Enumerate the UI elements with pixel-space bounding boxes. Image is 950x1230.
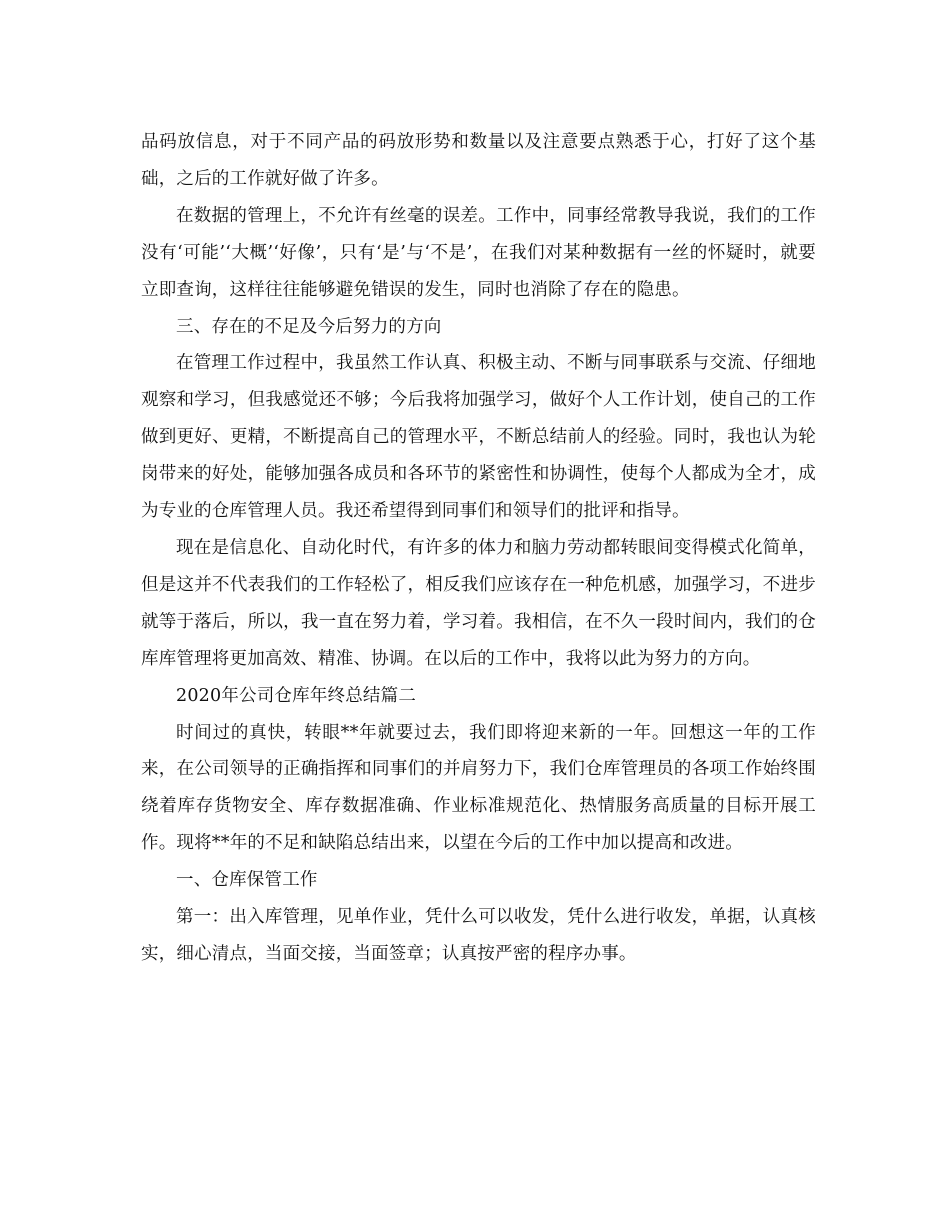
section-heading-3: 三、存在的不足及今后努力的方向 (176, 316, 442, 337)
article-title-2: 2020年公司仓库年终总结篇二 (176, 685, 417, 706)
paragraph-4: 在管理工作过程中，我虽然工作认真、积极主动、不断与同事联系与交流、仔细地观察和学习，但我感觉还不够；今后我将加强学习，做好个人工作计划，使自己的工作做到更好、更精，不断提高自己的管理水平，不断总结前人的经验。同时，我也认为轮岗带来的好处，能够加强各成员和各环节的紧密性和协调性，使每个人都成为全才，成为专业的仓库管理人员。我还希望得到同事们和领导们的批评和指导。 (141, 353, 816, 522)
paragraph-1: 品码放信息，对于不同产品的码放形势和数量以及注意要点熟悉于心，打好了这个基础，之后的工作就好做了许多。 (141, 132, 816, 189)
paragraph-5: 现在是信息化、自动化时代，有许多的体力和脑力劳动都转眼间变得模式化简单，但是这并不代表我们的工作轻松了，相反我们应该存在一种危机感，加强学习，不进步就等于落后，所以，我一直在努力着，学习着。我相信，在不久一段时间内，我们的仓库库管理将更加高效、精准、协调。在以后的工作中，我将以此为努力的方向。 (141, 537, 816, 669)
document-body (141, 124, 816, 973)
paragraph-9: 第一：出入库管理，见单作业，凭什么可以收发，凭什么进行收发，单据，认真核实，细心清点，当面交接，当面签章；认真按严密的程序办事。 (141, 907, 816, 964)
section-heading-1: 一、仓库保管工作 (176, 870, 318, 891)
paragraph-7: 时间过的真快，转眼**年就要过去，我们即将迎来新的一年。回想这一年的工作来，在公司领导的正确指挥和同事们的并肩努力下，我们仓库管理员的各项工作始终围绕着库存货物安全、库存数据准确、作业标准规范化、热情服务高质量的目标开展工作。现将**年的不足和缺陷总结出来，以望在今后的工作中加以提高和改进。 (141, 722, 816, 854)
paragraph-2: 在数据的管理上，不允许有丝毫的误差。工作中，同事经常教导我说，我们的工作没有‘可能’‘大概’‘好像’，只有‘是’与‘不是’，在我们对某种数据有一丝的怀疑时，就要立即查询，这样往往能够避免错误的发生，同时也消除了存在的隐患。 (141, 205, 816, 300)
